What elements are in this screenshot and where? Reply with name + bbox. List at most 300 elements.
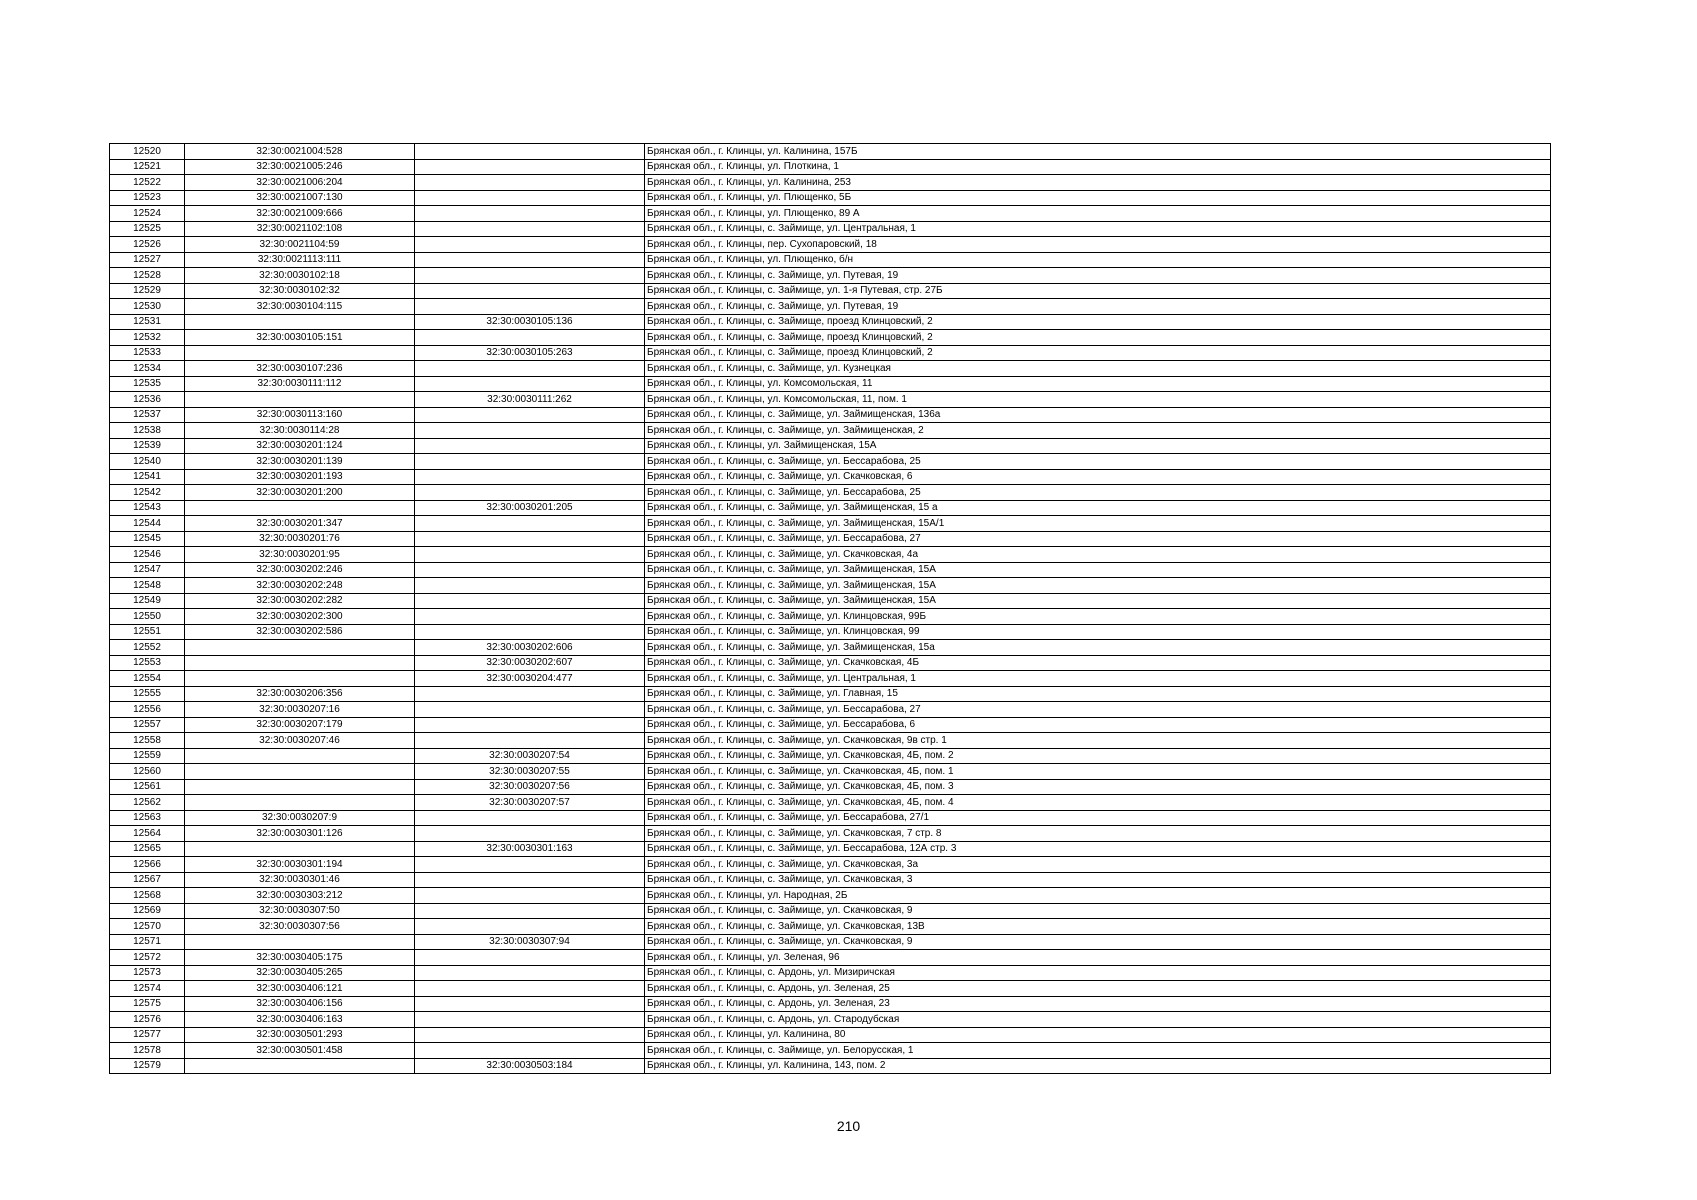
table-row [110, 206, 1551, 222]
row-number-cell: 12544 [110, 516, 185, 532]
parent-cadastral-number-cell [415, 237, 645, 253]
address-cell: Брянская обл., г. Клинцы, с. Займище, ул. Центральная, 1 [645, 671, 1551, 687]
parent-cadastral-number-cell: 32:30:0030207:57 [415, 795, 645, 811]
parent-cadastral-number-cell [415, 578, 645, 594]
table-row [110, 175, 1551, 191]
parent-cadastral-number-cell [415, 469, 645, 485]
cadastral-number-cell: 32:30:0030206:356 [185, 686, 415, 702]
parent-cadastral-number-cell [415, 175, 645, 191]
parent-cadastral-number-cell [415, 1027, 645, 1043]
row-number-cell: 12534 [110, 361, 185, 377]
parent-cadastral-number-cell: 32:30:0030207:56 [415, 779, 645, 795]
cadastral-number-cell: 32:30:0030201:347 [185, 516, 415, 532]
cadastral-number-cell [185, 655, 415, 671]
cadastral-number-cell: 32:30:0030207:179 [185, 717, 415, 733]
cadastral-number-cell: 32:30:0030303:212 [185, 888, 415, 904]
row-number-cell: 12552 [110, 640, 185, 656]
address-cell: Брянская обл., г. Клинцы, с. Займище, ул. 1-я Путевая, стр. 27Б [645, 283, 1551, 299]
address-cell: Брянская обл., г. Клинцы, с. Займище, ул. Центральная, 1 [645, 221, 1551, 237]
address-cell: Брянская обл., г. Клинцы, ул. Народная, 2Б [645, 888, 1551, 904]
address-cell: Брянская обл., г. Клинцы, ул. Калинина, 253 [645, 175, 1551, 191]
parent-cadastral-number-cell [415, 888, 645, 904]
cadastral-number-cell [185, 345, 415, 361]
address-cell: Брянская обл., г. Клинцы, с. Ардонь, ул. Зеленая, 23 [645, 996, 1551, 1012]
address-cell: Брянская обл., г. Клинцы, с. Займище, проезд Клинцовский, 2 [645, 345, 1551, 361]
row-number-cell: 12571 [110, 934, 185, 950]
address-cell: Брянская обл., г. Клинцы, с. Займище, ул. Займищенская, 136а [645, 407, 1551, 423]
table-row [110, 578, 1551, 594]
parent-cadastral-number-cell [415, 268, 645, 284]
table-row [110, 144, 1551, 160]
cadastral-number-cell: 32:30:0030307:56 [185, 919, 415, 935]
table-row [110, 531, 1551, 547]
registry-table-body [110, 144, 1551, 1074]
row-number-cell: 12551 [110, 624, 185, 640]
address-cell: Брянская обл., г. Клинцы, с. Займище, ул. Скачковская, 4Б, пом. 1 [645, 764, 1551, 780]
address-cell: Брянская обл., г. Клинцы, с. Займище, ул. Клинцовская, 99Б [645, 609, 1551, 625]
parent-cadastral-number-cell [415, 144, 645, 160]
table-row [110, 345, 1551, 361]
address-cell: Брянская обл., г. Клинцы, с. Займище, ул. Займищенская, 15А [645, 593, 1551, 609]
cadastral-number-cell [185, 934, 415, 950]
table-row [110, 686, 1551, 702]
parent-cadastral-number-cell: 32:30:0030207:54 [415, 748, 645, 764]
cadastral-number-cell: 32:30:0030114:28 [185, 423, 415, 439]
parent-cadastral-number-cell: 32:30:0030204:477 [415, 671, 645, 687]
row-number-cell: 12548 [110, 578, 185, 594]
cadastral-number-cell: 32:30:0030202:282 [185, 593, 415, 609]
cadastral-number-cell: 32:30:0030104:115 [185, 299, 415, 315]
address-cell: Брянская обл., г. Клинцы, ул. Комсомольская, 11 [645, 376, 1551, 392]
address-cell: Брянская обл., г. Клинцы, с. Займище, ул. Скачковская, 9 [645, 934, 1551, 950]
address-cell: Брянская обл., г. Клинцы, ул. Плющенко, б/н [645, 252, 1551, 268]
row-number-cell: 12550 [110, 609, 185, 625]
row-number-cell: 12578 [110, 1043, 185, 1059]
parent-cadastral-number-cell: 32:30:0030105:136 [415, 314, 645, 330]
cadastral-number-cell: 32:30:0030406:163 [185, 1012, 415, 1028]
row-number-cell: 12569 [110, 903, 185, 919]
cadastral-number-cell: 32:30:0021007:130 [185, 190, 415, 206]
table-row [110, 1027, 1551, 1043]
address-cell: Брянская обл., г. Клинцы, с. Займище, ул. Скачковская, 4Б, пом. 4 [645, 795, 1551, 811]
cadastral-number-cell: 32:30:0030207:46 [185, 733, 415, 749]
table-row [110, 919, 1551, 935]
row-number-cell: 12533 [110, 345, 185, 361]
address-cell: Брянская обл., г. Клинцы, ул. Комсомольская, 11, пом. 1 [645, 392, 1551, 408]
parent-cadastral-number-cell [415, 733, 645, 749]
table-row [110, 810, 1551, 826]
address-cell: Брянская обл., г. Клинцы, с. Займище, ул. Займищенская, 2 [645, 423, 1551, 439]
table-row [110, 516, 1551, 532]
cadastral-number-cell: 32:30:0030201:139 [185, 454, 415, 470]
cadastral-number-cell: 32:30:0030202:248 [185, 578, 415, 594]
row-number-cell: 12524 [110, 206, 185, 222]
row-number-cell: 12538 [110, 423, 185, 439]
row-number-cell: 12536 [110, 392, 185, 408]
row-number-cell: 12576 [110, 1012, 185, 1028]
parent-cadastral-number-cell [415, 702, 645, 718]
cadastral-number-cell: 32:30:0030105:151 [185, 330, 415, 346]
table-row [110, 221, 1551, 237]
address-cell: Брянская обл., г. Клинцы, с. Займище, ул. Бессарабова, 25 [645, 485, 1551, 501]
address-cell: Брянская обл., г. Клинцы, с. Займище, ул. Займищенская, 15А/1 [645, 516, 1551, 532]
address-cell: Брянская обл., г. Клинцы, с. Займище, ул. Скачковская, 4Б, пом. 2 [645, 748, 1551, 764]
parent-cadastral-number-cell [415, 190, 645, 206]
cadastral-number-cell: 32:30:0030307:50 [185, 903, 415, 919]
table-row [110, 392, 1551, 408]
row-number-cell: 12572 [110, 950, 185, 966]
parent-cadastral-number-cell [415, 438, 645, 454]
parent-cadastral-number-cell [415, 562, 645, 578]
cadastral-number-cell: 32:30:0030202:586 [185, 624, 415, 640]
cadastral-number-cell: 32:30:0030201:193 [185, 469, 415, 485]
row-number-cell: 12553 [110, 655, 185, 671]
row-number-cell: 12530 [110, 299, 185, 315]
address-cell: Брянская обл., г. Клинцы, с. Займище, ул. Бессарабова, 25 [645, 454, 1551, 470]
table-row [110, 671, 1551, 687]
address-cell: Брянская обл., г. Клинцы, ул. Плющенко, 5Б [645, 190, 1551, 206]
cadastral-number-cell: 32:30:0030107:236 [185, 361, 415, 377]
parent-cadastral-number-cell [415, 826, 645, 842]
row-number-cell: 12537 [110, 407, 185, 423]
row-number-cell: 12554 [110, 671, 185, 687]
parent-cadastral-number-cell [415, 996, 645, 1012]
cadastral-number-cell [185, 500, 415, 516]
cadastral-number-cell: 32:30:0030207:16 [185, 702, 415, 718]
cadastral-number-cell: 32:30:0030406:156 [185, 996, 415, 1012]
parent-cadastral-number-cell [415, 903, 645, 919]
cadastral-number-cell: 32:30:0021102:108 [185, 221, 415, 237]
parent-cadastral-number-cell [415, 423, 645, 439]
address-cell: Брянская обл., г. Клинцы, с. Займище, ул. Скачковская, 13В [645, 919, 1551, 935]
cadastral-number-cell: 32:30:0021004:528 [185, 144, 415, 160]
cadastral-number-cell: 32:30:0030201:124 [185, 438, 415, 454]
parent-cadastral-number-cell [415, 330, 645, 346]
cadastral-number-cell: 32:30:0021006:204 [185, 175, 415, 191]
cadastral-number-cell [185, 640, 415, 656]
row-number-cell: 12568 [110, 888, 185, 904]
address-cell: Брянская обл., г. Клинцы, с. Займище, ул. Скачковская, 3 [645, 872, 1551, 888]
parent-cadastral-number-cell: 32:30:0030111:262 [415, 392, 645, 408]
parent-cadastral-number-cell [415, 593, 645, 609]
row-number-cell: 12559 [110, 748, 185, 764]
cadastral-number-cell: 32:30:0030111:112 [185, 376, 415, 392]
table-row [110, 996, 1551, 1012]
address-cell: Брянская обл., г. Клинцы, с. Займище, ул. Займищенская, 15 а [645, 500, 1551, 516]
address-cell: Брянская обл., г. Клинцы, с. Займище, ул. Бессарабова, 6 [645, 717, 1551, 733]
address-cell: Брянская обл., г. Клинцы, ул. Калинина, 157Б [645, 144, 1551, 160]
table-row [110, 934, 1551, 950]
address-cell: Брянская обл., г. Клинцы, пер. Сухопаровский, 18 [645, 237, 1551, 253]
address-cell: Брянская обл., г. Клинцы, с. Займище, ул. Бессарабова, 12А стр. 3 [645, 841, 1551, 857]
address-cell: Брянская обл., г. Клинцы, с. Займище, ул. Бессарабова, 27/1 [645, 810, 1551, 826]
address-cell: Брянская обл., г. Клинцы, ул. Зеленая, 96 [645, 950, 1551, 966]
address-cell: Брянская обл., г. Клинцы, с. Займище, ул. Бессарабова, 27 [645, 531, 1551, 547]
cadastral-number-cell: 32:30:0030201:200 [185, 485, 415, 501]
address-cell: Брянская обл., г. Клинцы, с. Займище, ул. Скачковская, 7 стр. 8 [645, 826, 1551, 842]
row-number-cell: 12526 [110, 237, 185, 253]
address-cell: Брянская обл., г. Клинцы, с. Займище, ул. Кузнецкая [645, 361, 1551, 377]
parent-cadastral-number-cell [415, 159, 645, 175]
table-row [110, 857, 1551, 873]
address-cell: Брянская обл., г. Клинцы, с. Займище, ул. Займищенская, 15А [645, 562, 1551, 578]
row-number-cell: 12564 [110, 826, 185, 842]
table-row [110, 423, 1551, 439]
cadastral-number-cell: 32:30:0030202:300 [185, 609, 415, 625]
parent-cadastral-number-cell [415, 717, 645, 733]
row-number-cell: 12555 [110, 686, 185, 702]
table-row [110, 702, 1551, 718]
row-number-cell: 12567 [110, 872, 185, 888]
cadastral-number-cell: 32:30:0030202:246 [185, 562, 415, 578]
parent-cadastral-number-cell [415, 252, 645, 268]
row-number-cell: 12525 [110, 221, 185, 237]
cadastral-number-cell: 32:30:0030406:121 [185, 981, 415, 997]
parent-cadastral-number-cell [415, 872, 645, 888]
table-row [110, 299, 1551, 315]
parent-cadastral-number-cell [415, 981, 645, 997]
parent-cadastral-number-cell [415, 206, 645, 222]
table-row [110, 330, 1551, 346]
cadastral-number-cell: 32:30:0030113:160 [185, 407, 415, 423]
registry-table [109, 143, 1551, 1074]
parent-cadastral-number-cell [415, 376, 645, 392]
cadastral-number-cell: 32:30:0030207:9 [185, 810, 415, 826]
address-cell: Брянская обл., г. Клинцы, с. Займище, ул. Скачковская, 6 [645, 469, 1551, 485]
row-number-cell: 12543 [110, 500, 185, 516]
table-row [110, 268, 1551, 284]
parent-cadastral-number-cell [415, 299, 645, 315]
address-cell: Брянская обл., г. Клинцы, с. Ардонь, ул. Зеленая, 25 [645, 981, 1551, 997]
address-cell: Брянская обл., г. Клинцы, с. Займище, ул. Займищенская, 15а [645, 640, 1551, 656]
cadastral-number-cell [185, 841, 415, 857]
cadastral-number-cell: 32:30:0030201:76 [185, 531, 415, 547]
parent-cadastral-number-cell [415, 857, 645, 873]
parent-cadastral-number-cell [415, 1012, 645, 1028]
table-row [110, 547, 1551, 563]
table-row [110, 826, 1551, 842]
cadastral-number-cell: 32:30:0030301:126 [185, 826, 415, 842]
cadastral-number-cell: 32:30:0030301:46 [185, 872, 415, 888]
parent-cadastral-number-cell: 32:30:0030105:263 [415, 345, 645, 361]
table-row [110, 624, 1551, 640]
table-row [110, 1043, 1551, 1059]
parent-cadastral-number-cell [415, 686, 645, 702]
address-cell: Брянская обл., г. Клинцы, ул. Плоткина, 1 [645, 159, 1551, 175]
address-cell: Брянская обл., г. Клинцы, с. Займище, ул. Скачковская, 4а [645, 547, 1551, 563]
row-number-cell: 12558 [110, 733, 185, 749]
parent-cadastral-number-cell [415, 919, 645, 935]
table-row [110, 361, 1551, 377]
parent-cadastral-number-cell: 32:30:0030202:606 [415, 640, 645, 656]
row-number-cell: 12542 [110, 485, 185, 501]
address-cell: Брянская обл., г. Клинцы, с. Ардонь, ул. Стародубская [645, 1012, 1551, 1028]
cadastral-number-cell: 32:30:0030102:18 [185, 268, 415, 284]
table-row [110, 965, 1551, 981]
parent-cadastral-number-cell: 32:30:0030301:163 [415, 841, 645, 857]
table-row [110, 485, 1551, 501]
address-cell: Брянская обл., г. Клинцы, с. Займище, ул. Скачковская, 9 [645, 903, 1551, 919]
table-row [110, 500, 1551, 516]
row-number-cell: 12540 [110, 454, 185, 470]
table-row [110, 841, 1551, 857]
address-cell: Брянская обл., г. Клинцы, с. Займище, ул. Главная, 15 [645, 686, 1551, 702]
row-number-cell: 12535 [110, 376, 185, 392]
parent-cadastral-number-cell [415, 283, 645, 299]
address-cell: Брянская обл., г. Клинцы, с. Займище, проезд Клинцовский, 2 [645, 314, 1551, 330]
row-number-cell: 12527 [110, 252, 185, 268]
address-cell: Брянская обл., г. Клинцы, с. Займище, проезд Клинцовский, 2 [645, 330, 1551, 346]
parent-cadastral-number-cell: 32:30:0030503:184 [415, 1058, 645, 1074]
address-cell: Брянская обл., г. Клинцы, с. Займище, ул. Бессарабова, 27 [645, 702, 1551, 718]
row-number-cell: 12545 [110, 531, 185, 547]
cadastral-number-cell [185, 314, 415, 330]
parent-cadastral-number-cell [415, 810, 645, 826]
table-row [110, 764, 1551, 780]
cadastral-number-cell: 32:30:0030405:175 [185, 950, 415, 966]
cadastral-number-cell [185, 1058, 415, 1074]
table-row [110, 888, 1551, 904]
address-cell: Брянская обл., г. Клинцы, с. Займище, ул. Скачковская, 4Б, пом. 3 [645, 779, 1551, 795]
address-cell: Брянская обл., г. Клинцы, с. Займище, ул. Скачковская, 9в стр. 1 [645, 733, 1551, 749]
cadastral-number-cell [185, 779, 415, 795]
row-number-cell: 12561 [110, 779, 185, 795]
table-row [110, 795, 1551, 811]
parent-cadastral-number-cell [415, 361, 645, 377]
table-row [110, 872, 1551, 888]
table-row [110, 1058, 1551, 1074]
row-number-cell: 12541 [110, 469, 185, 485]
parent-cadastral-number-cell [415, 547, 645, 563]
row-number-cell: 12556 [110, 702, 185, 718]
parent-cadastral-number-cell [415, 516, 645, 532]
table-row [110, 903, 1551, 919]
table-row [110, 655, 1551, 671]
table-row [110, 717, 1551, 733]
address-cell: Брянская обл., г. Клинцы, ул. Займищенская, 15А [645, 438, 1551, 454]
cadastral-number-cell: 32:30:0030201:95 [185, 547, 415, 563]
address-cell: Брянская обл., г. Клинцы, с. Займище, ул. Клинцовская, 99 [645, 624, 1551, 640]
page-number: 210 [836, 1118, 861, 1134]
parent-cadastral-number-cell: 32:30:0030202:607 [415, 655, 645, 671]
table-row [110, 593, 1551, 609]
cadastral-number-cell [185, 764, 415, 780]
row-number-cell: 12528 [110, 268, 185, 284]
parent-cadastral-number-cell [415, 454, 645, 470]
parent-cadastral-number-cell [415, 485, 645, 501]
table-row [110, 314, 1551, 330]
table-row [110, 407, 1551, 423]
address-cell: Брянская обл., г. Клинцы, ул. Калинина, 143, пом. 2 [645, 1058, 1551, 1074]
table-row [110, 562, 1551, 578]
parent-cadastral-number-cell [415, 221, 645, 237]
parent-cadastral-number-cell [415, 531, 645, 547]
table-row [110, 733, 1551, 749]
row-number-cell: 12575 [110, 996, 185, 1012]
table-row [110, 454, 1551, 470]
row-number-cell: 12563 [110, 810, 185, 826]
parent-cadastral-number-cell [415, 407, 645, 423]
table-row [110, 159, 1551, 175]
address-cell: Брянская обл., г. Клинцы, с. Займище, ул. Скачковская, 3а [645, 857, 1551, 873]
address-cell: Брянская обл., г. Клинцы, с. Ардонь, ул. Мизиричская [645, 965, 1551, 981]
cadastral-number-cell: 32:30:0030102:32 [185, 283, 415, 299]
row-number-cell: 12579 [110, 1058, 185, 1074]
parent-cadastral-number-cell: 32:30:0030307:94 [415, 934, 645, 950]
table-row [110, 237, 1551, 253]
parent-cadastral-number-cell [415, 965, 645, 981]
row-number-cell: 12560 [110, 764, 185, 780]
row-number-cell: 12547 [110, 562, 185, 578]
cadastral-number-cell: 32:30:0030301:194 [185, 857, 415, 873]
row-number-cell: 12522 [110, 175, 185, 191]
cadastral-number-cell [185, 748, 415, 764]
cadastral-number-cell: 32:30:0021104:59 [185, 237, 415, 253]
row-number-cell: 12532 [110, 330, 185, 346]
address-cell: Брянская обл., г. Клинцы, с. Займище, ул. Путевая, 19 [645, 268, 1551, 284]
parent-cadastral-number-cell [415, 950, 645, 966]
row-number-cell: 12573 [110, 965, 185, 981]
table-row [110, 950, 1551, 966]
row-number-cell: 12562 [110, 795, 185, 811]
address-cell: Брянская обл., г. Клинцы, с. Займище, ул. Белорусская, 1 [645, 1043, 1551, 1059]
row-number-cell: 12574 [110, 981, 185, 997]
table-row [110, 981, 1551, 997]
table-row [110, 469, 1551, 485]
cadastral-number-cell [185, 392, 415, 408]
row-number-cell: 12566 [110, 857, 185, 873]
row-number-cell: 12570 [110, 919, 185, 935]
cadastral-number-cell: 32:30:0030405:265 [185, 965, 415, 981]
row-number-cell: 12531 [110, 314, 185, 330]
table-row [110, 779, 1551, 795]
cadastral-number-cell [185, 671, 415, 687]
parent-cadastral-number-cell: 32:30:0030201:205 [415, 500, 645, 516]
row-number-cell: 12549 [110, 593, 185, 609]
address-cell: Брянская обл., г. Клинцы, ул. Калинина, 80 [645, 1027, 1551, 1043]
cadastral-number-cell: 32:30:0021113:111 [185, 252, 415, 268]
row-number-cell: 12577 [110, 1027, 185, 1043]
row-number-cell: 12520 [110, 144, 185, 160]
cadastral-number-cell: 32:30:0030501:458 [185, 1043, 415, 1059]
cadastral-number-cell [185, 795, 415, 811]
row-number-cell: 12529 [110, 283, 185, 299]
parent-cadastral-number-cell [415, 624, 645, 640]
cadastral-number-cell: 32:30:0021009:666 [185, 206, 415, 222]
cadastral-number-cell: 32:30:0030501:293 [185, 1027, 415, 1043]
row-number-cell: 12539 [110, 438, 185, 454]
table-row [110, 438, 1551, 454]
cadastral-number-cell: 32:30:0021005:246 [185, 159, 415, 175]
address-cell: Брянская обл., г. Клинцы, с. Займище, ул. Путевая, 19 [645, 299, 1551, 315]
parent-cadastral-number-cell [415, 609, 645, 625]
table-row [110, 376, 1551, 392]
parent-cadastral-number-cell [415, 1043, 645, 1059]
row-number-cell: 12521 [110, 159, 185, 175]
table-row [110, 640, 1551, 656]
row-number-cell: 12565 [110, 841, 185, 857]
address-cell: Брянская обл., г. Клинцы, ул. Плющенко, 89 А [645, 206, 1551, 222]
table-row [110, 252, 1551, 268]
row-number-cell: 12523 [110, 190, 185, 206]
table-row [110, 609, 1551, 625]
row-number-cell: 12546 [110, 547, 185, 563]
address-cell: Брянская обл., г. Клинцы, с. Займище, ул. Займищенская, 15А [645, 578, 1551, 594]
table-row [110, 1012, 1551, 1028]
table-row [110, 190, 1551, 206]
row-number-cell: 12557 [110, 717, 185, 733]
parent-cadastral-number-cell: 32:30:0030207:55 [415, 764, 645, 780]
